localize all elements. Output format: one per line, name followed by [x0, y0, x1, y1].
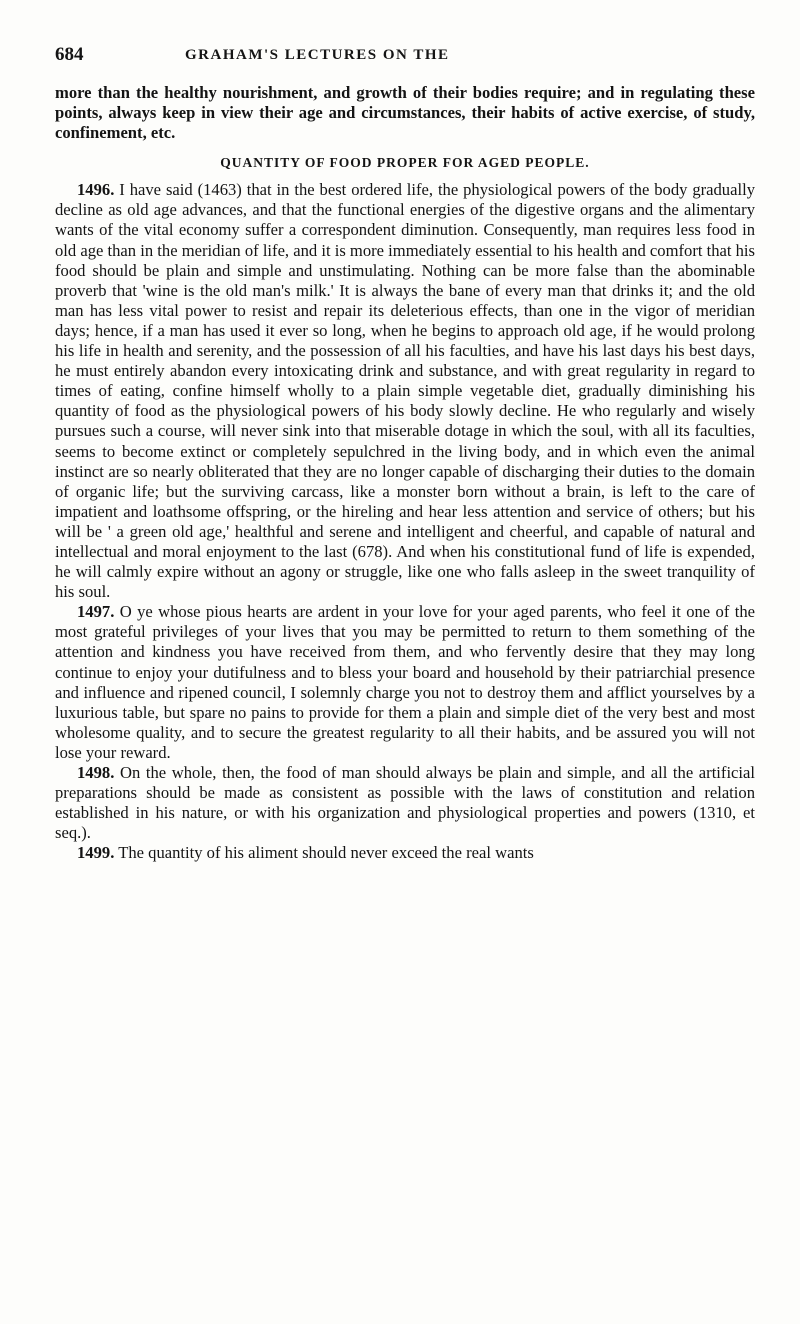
paragraph-1498 — [55, 763, 755, 843]
paragraph-text: I have said (1463) that in the best ordered life, the physiological powers of the body gradually decline as old age advances, and that the functional energies of the digestive organs and the alimentary wants of the vital economy suffer a correspondent diminution. Consequently, man requires less food in old age than in the meridian of life, and it is more immediately essential to his health and comfort that his food should be plain and simple and unstimulating. Nothing can be more false than the abominable proverb that 'wine is the old man's milk.' It is always the bane of every man that drinks it; and the old man has less vital power to resist and repair its deleterious effects, than one in the vigor of meridian days; hence, if a man has used it ever so long, when he begins to approach old age, if he would prolong his life in health and serenity, and the possession of all his faculties, and have his last days his best days, he must entirely abandon every intoxicating drink and substance, and with great regularity in regard to times of eating, confine himself wholly to a plain simple vegetable diet, gradually diminishing his quantity of food as the physiological powers of his body slowly decline. He who regularly and wisely pursues such a course, will never sink into that miserable dotage in which the soul, with all its faculties, seems to become extinct or completely sepulchred in the living body, and in which even the animal instinct are so nearly obliterated that they are no longer capable of discharging their duties to the domain of organic life; but the surviving carcass, like a monster born without a brain, is left to the care of impatient and loathsome offspring, or the hireling and hear less attention and service of others; but his will be ' a green old age,' healthful and serene and intelligent and cheerful, and capable of natural and intellectual and moral enjoyment to the last (678). And when his constitutional fund of life is expended, he will calmly expire without an agony or struggle, like one who falls asleep in the sweet tranquility of his soul. — [55, 180, 755, 602]
paragraph-number: 1497. — [77, 602, 115, 622]
paragraph-1497 — [55, 602, 755, 763]
running-head — [55, 44, 755, 68]
paragraph-1499 — [55, 843, 755, 863]
paragraph-text: On the whole, then, the food of man should always be plain and simple, and all the artificial preparations should be made as consistent as possible with the laws of constitution and relation established in his nature, or with his organization and physiological properties and powers (1310, et seq.). — [55, 763, 755, 843]
running-title: GRAHAM'S LECTURES ON THE — [185, 47, 450, 63]
section-heading: QUANTITY OF FOOD PROPER FOR AGED PEOPLE. — [220, 155, 590, 171]
paragraph-1496 — [55, 180, 755, 602]
paragraph-number: 1499. — [77, 843, 115, 863]
paragraph-number: 1496. — [77, 180, 115, 200]
page-number: 684 — [55, 44, 84, 65]
paragraph-text: O ye whose pious hearts are ardent in your love for your aged parents, who feel it one of the most grateful privileges of your lives that you may be permitted to return to them something of the attention and kindness you have received from them, and who fervently desire that they may long continue to enjoy your dutifulness and to bless your board and household by their patriarchial presence and influence and ripened council, I solemnly charge you not to destroy them and afflict yourselves by a luxurious table, but spare no pains to provide for them a plain and simple diet of the very best and most wholesome quality, and to secure the greatest regularity to all their habits, and be assured you will not lose your reward. — [55, 602, 755, 762]
opening-paragraph: more than the healthy nourishment, and growth of their bodies require; and in regulating these points, always keep in view their age and circumstances, their habits of active exercise, of study, confinement, etc. — [55, 83, 755, 143]
body-text — [55, 83, 755, 863]
paragraph-number: 1498. — [77, 763, 115, 782]
paragraph-text: The quantity of his aliment should never exceed the real wants — [118, 843, 534, 863]
